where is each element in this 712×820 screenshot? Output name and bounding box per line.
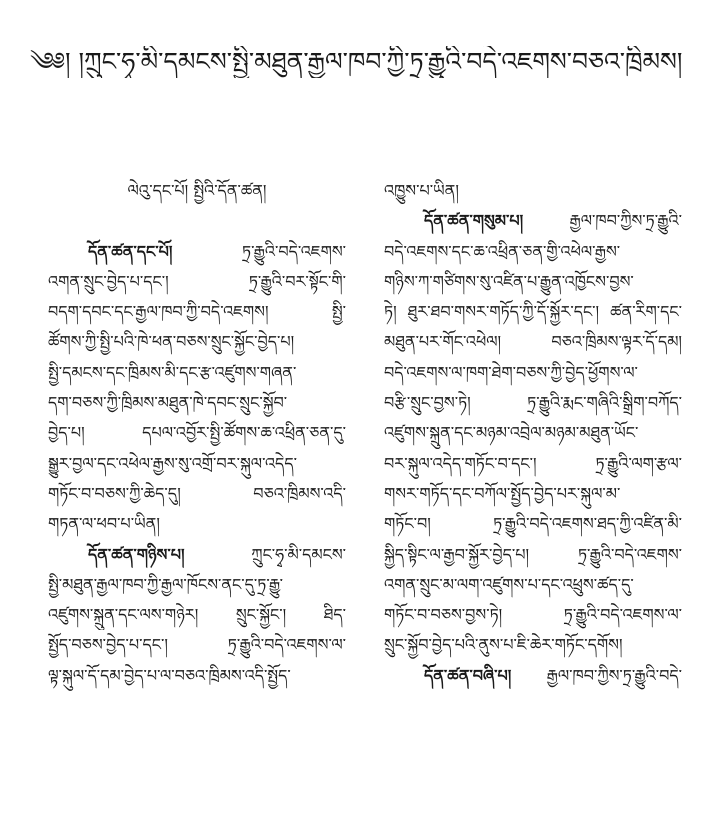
article-4-first-line-text: རྒྱལ་ཁབ་ཀྱིས་ཏྲ་རྒྱུའི་བདེ་ xyxy=(511,665,682,685)
chapter-heading: ལེའུ་དང་པོ། སྤྱིའི་དོན་ཚན། xyxy=(127,181,267,200)
article-3-line: གཉིས་ཀ་གཙིགས་སུ་འཛིན་པ་རྒྱུན་འཁྱོངས་བྱས་ xyxy=(384,271,634,291)
article-3-line: བདེ་འཇགས་ལ་ཁག་ཐེག་བཅས་ཀྱི་བྱེད་ཕྱོགས་ལ་ xyxy=(384,362,638,382)
article-1-line: གཏོང་བ་བཅས་ཀྱི་ཆེད་དུ། བཅའ་ཁྲིམས་འདི་ xyxy=(48,483,346,503)
article-3-first-line xyxy=(384,206,682,236)
article-3-line: གཏོང་བ་བཅས་བྱས་ཏེ། ཏྲ་རྒྱུའི་བདེ་འཇགས་ལ་ xyxy=(384,605,682,625)
article-1-line: བྱེད་པ། དཔལ་འབྱོར་སྤྱི་ཚོགས་ཆ་འཕྲིན་ཅན་དུ་ xyxy=(48,423,346,443)
article-3-line: བར་སྐུལ་འདེད་གཏོང་བ་དང་། ཏྲ་རྒྱུའི་ལག་རྩལ་ xyxy=(384,453,682,473)
article-2-first-line xyxy=(48,540,346,570)
article-1-line: དག་བཅས་ཀྱི་ཁྲིམས་མཐུན་ཁེ་དབང་སྲུང་སྐྱོབ་ xyxy=(48,393,288,413)
article-2-line: འཛུགས་སྐྲུན་དང་ལས་གཉེར། སྲུང་སྐྱོང་། ཐིད་ xyxy=(48,605,346,625)
article-1-line: ཚོགས་ཀྱི་སྤྱི་པའི་ཁེ་ཕན་བཅས་སྲུང་སྐྱོང་བྱེད་པ། xyxy=(48,332,295,352)
article-1-line: སྤྱི་དམངས་དང་ཁྲིམས་མི་དང་རྩ་འཛུགས་གཞན་ xyxy=(48,362,297,382)
article-3-line: གཏོང་བ། ཏྲ་རྒྱུའི་བདེ་འཇགས་ཐད་ཀྱི་འཛིན་མི་ xyxy=(384,514,682,534)
article-3-line: སྲུང་སྐྱོབ་བྱེད་པའི་ནུས་པ་ཇི་ཆེར་གཏོང་དགོས། xyxy=(384,635,623,655)
article-3-line: ཏེ། ཐུར་ཐབ་གསར་གཏོད་ཀྱི་དོ་སྐྱོར་དང་། ཚན་རིག་དང་ xyxy=(384,302,682,322)
right-column xyxy=(384,176,682,691)
article-2-number: དོན་ཚན་གཉིས་པ། xyxy=(88,544,185,564)
article-3-line: མཐུན་པར་གོང་འཕེལ། བཅའ་ཁྲིམས་ལྟར་དོ་དམ། xyxy=(384,332,682,352)
article-2-line: སྤྱི་མཐུན་རྒྱལ་ཁབ་ཀྱི་རྒྱལ་ཁོངས་ནང་དུ་ཏྲ་རྒྱུ་ xyxy=(48,574,284,594)
article-4-first-line xyxy=(384,661,682,691)
article-1 xyxy=(48,237,346,540)
article-2-first-line-text: ཀྲུང་ཧྭ་མི་དམངས་ xyxy=(184,544,346,564)
article-1-line: སྒྱུར་བྱལ་དང་འཕེལ་རྒྱས་སུ་འགྲོ་བར་སྐུལ་འདེད་ xyxy=(48,453,297,473)
article-3-number: དོན་ཚན་གསུམ་པ། xyxy=(424,211,524,231)
article-3-line: གསར་གཏོད་དང་བཀོལ་སྤྱོད་བྱེད་པར་སྐུལ་མ་ xyxy=(384,483,621,503)
article-4-number: དོན་ཚན་བཞི་པ། xyxy=(424,665,512,685)
article-1-first-line xyxy=(48,237,346,267)
article-3-line: བརྩི་སྲུང་བྱས་ཏེ། ཏྲ་རྒྱུའི་རྨང་གཞིའི་སྒྲིག་བཀོད་ xyxy=(384,393,682,413)
article-1-line: འགན་སྲུང་བྱེད་པ་དང་། ཏྲ་རྒྱུའི་བར་སྟོང་གི་ xyxy=(48,271,346,291)
article-3-line: འགན་སྲུང་མ་ལག་འཛུགས་པ་དང་འཕྲུས་ཚད་དུ་ xyxy=(384,574,634,594)
article-4 xyxy=(384,661,682,691)
article-2-line: ལྟ་སྐུལ་དོ་དམ་བྱེད་པ་ལ་བཅའ་ཁྲིམས་འདི་སྤྱོད་ xyxy=(48,665,291,685)
continued-line: འཁྱུས་པ་ཡིན། xyxy=(384,181,459,200)
article-3-line: འཛུགས་སྐྲུན་དང་མཉམ་འབྲེལ་མཉམ་མཐུན་ཡོང་ xyxy=(384,423,639,443)
article-3 xyxy=(384,206,682,660)
article-1-first-line-text: ཏྲ་རྒྱུའི་བདེ་འཇགས་ xyxy=(172,241,346,261)
article-2 xyxy=(48,540,346,691)
left-column xyxy=(48,176,346,691)
heading-spacer xyxy=(48,206,346,236)
article-1-line: གཏན་ལ་ཕབ་པ་ཡིན། xyxy=(48,514,160,534)
document-title: ༄༅། །ཀྲུང་ཧྭ་མི་དམངས་སྤྱི་མཐུན་རྒྱལ་ཁབ་ཀྱི་ཏྲ་རྒྱུའི་བདེ་འཇགས་བཅའ་ཁྲིམས། xyxy=(30,47,682,76)
article-3-first-line-text: རྒྱལ་ཁབ་ཀྱིས་ཏྲ་རྒྱུའི་ xyxy=(523,211,682,231)
article-1-number: དོན་ཚན་དང་པོ། xyxy=(88,241,173,261)
article-3-line: བདེ་འཇགས་དང་ཆ་འཕྲིན་ཅན་གྱི་འཕེལ་རྒྱས་ xyxy=(384,241,621,261)
article-3-line: སྐྱིད་སྟིང་ལ་རྒྱབ་སྐྱོར་བྱེད་པ། ཏྲ་རྒྱུའི་བདེ་འཇགས་ xyxy=(384,544,682,564)
article-1-line: བདག་དབང་དང་རྒྱལ་ཁབ་ཀྱི་བདེ་འཇགས། སྤྱི་ xyxy=(48,302,346,322)
article-2-line: སྤྱོད་བཅས་བྱེད་པ་དང་། ཏྲ་རྒྱུའི་བདེ་འཇགས་ལ་ xyxy=(48,635,346,655)
